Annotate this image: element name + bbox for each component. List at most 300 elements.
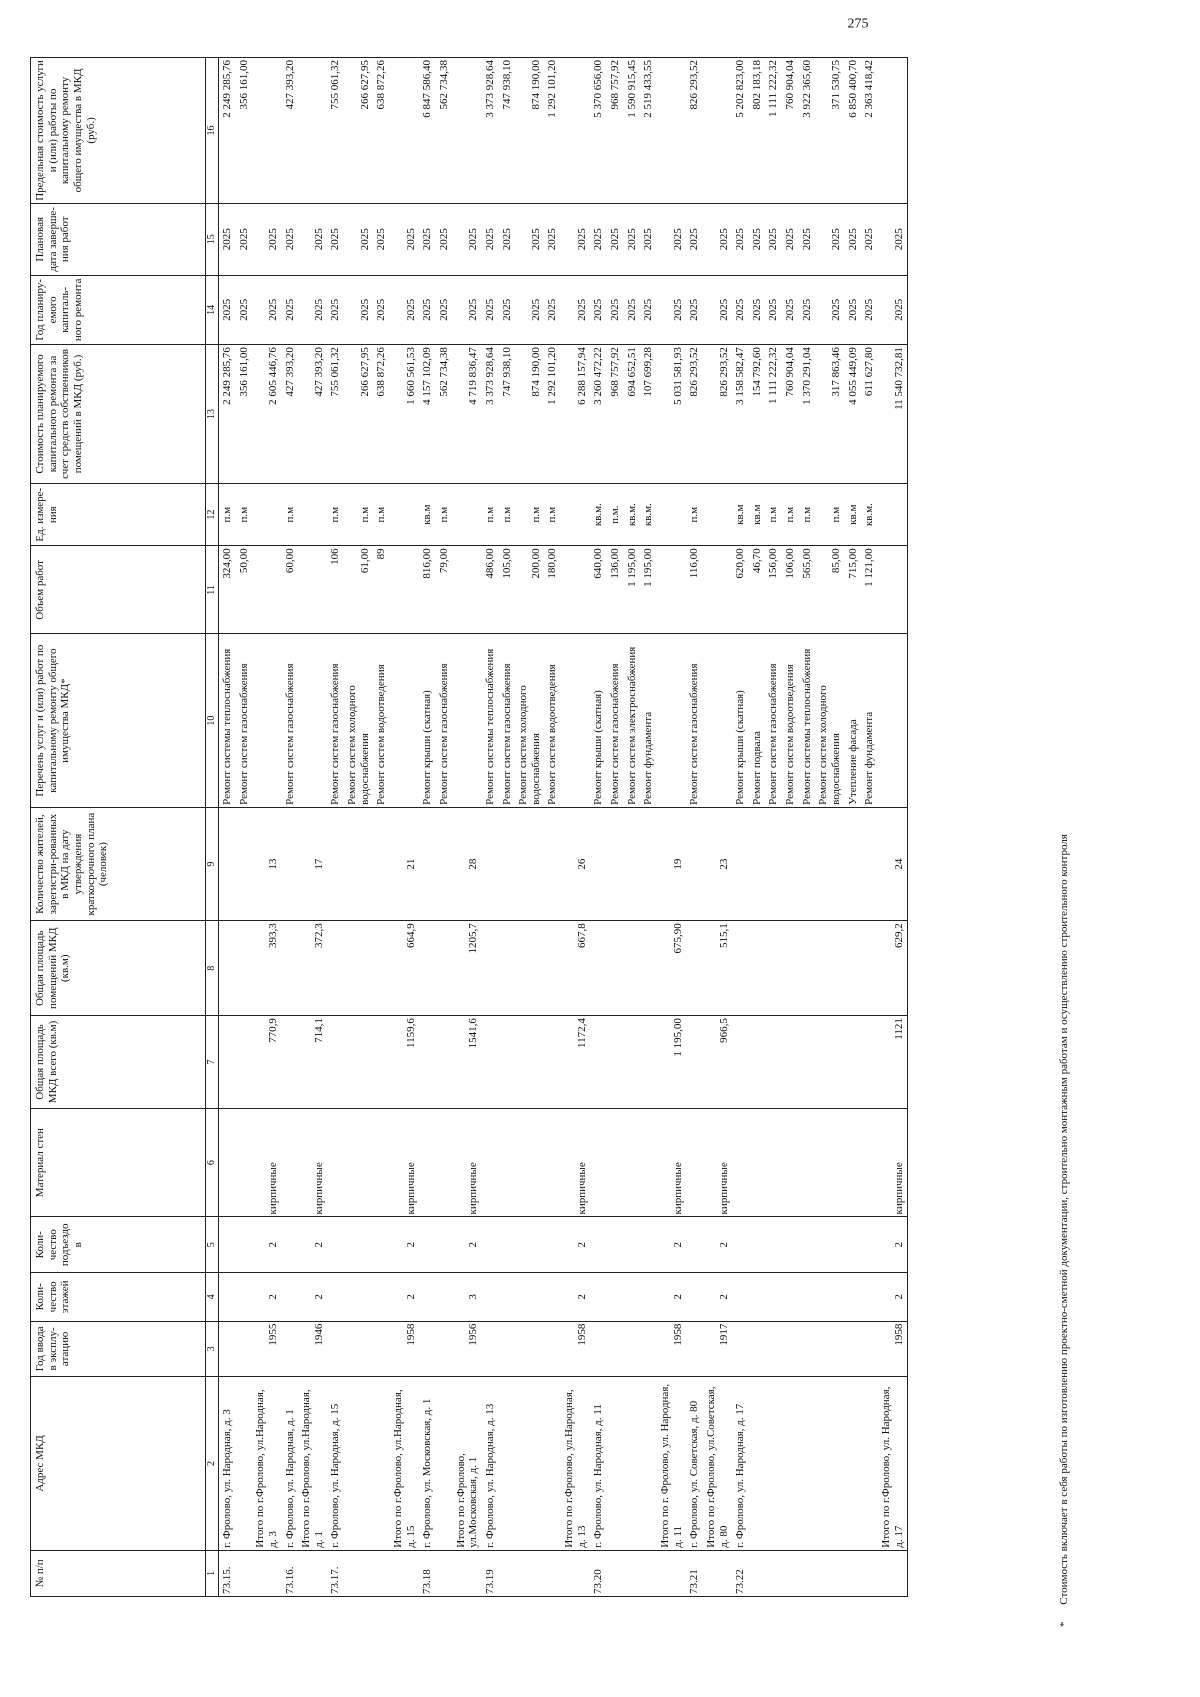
table-cell: 106,00: [782, 546, 799, 634]
table-cell: 874 190,00: [515, 345, 544, 484]
table-cell: кв.м: [732, 483, 749, 545]
table-cell: 966,5: [703, 1016, 732, 1109]
table-cell: 26: [561, 807, 590, 920]
table-cell: 640,00: [590, 546, 607, 634]
table-cell: 2025: [453, 275, 482, 344]
table-cell: п.м: [436, 483, 453, 545]
table-cell: 2025: [344, 275, 373, 344]
capital-repair-table: [30, 57, 908, 1597]
table-cell: Ремонт систем водоотведения: [373, 634, 390, 808]
table-cell: [515, 1108, 544, 1217]
table-cell: 156,00: [765, 546, 782, 634]
table-cell: п.м: [282, 483, 299, 545]
table-cell: Ремонт фундамента: [861, 634, 878, 808]
table-cell: [344, 1273, 373, 1322]
table-cell: [219, 1321, 236, 1377]
table-cell: 2025: [482, 203, 499, 275]
table-row: [845, 58, 862, 1597]
table-cell: [252, 546, 281, 634]
table-cell: [624, 1377, 641, 1551]
table-cell: Ремонт систем газоснабжения: [499, 634, 516, 808]
table-cell: [657, 634, 686, 808]
table-cell: [436, 1016, 453, 1109]
table-cell: [390, 1550, 419, 1596]
table-cell: п.м: [373, 483, 390, 545]
table-cell: [327, 1016, 344, 1109]
table-cell: [373, 921, 390, 1016]
table-cell: 2025: [236, 275, 253, 344]
table-cell: 372,3: [298, 921, 327, 1016]
table-cell: 73.17.: [327, 1550, 344, 1596]
table-cell: [436, 1273, 453, 1322]
column-number: 1: [206, 1550, 219, 1596]
table-cell: 4 055 449,09: [845, 345, 862, 484]
table-cell: Ремонт системы теплоснабжения: [219, 634, 236, 808]
table-cell: [861, 1273, 878, 1322]
column-header: Коли-чество подъездо в: [31, 1217, 206, 1273]
table-cell: 17: [298, 807, 327, 920]
table-cell: [390, 546, 419, 634]
table-cell: 2: [252, 1273, 281, 1322]
table-cell: 1 195,00: [640, 546, 657, 634]
table-cell: [861, 921, 878, 1016]
table-cell: 2025: [815, 203, 844, 275]
table-cell: [344, 1016, 373, 1109]
table-cell: кирпичные: [703, 1108, 732, 1217]
table-cell: 629,2: [878, 921, 908, 1016]
table-cell: [782, 1550, 799, 1596]
table-cell: [686, 1108, 703, 1217]
table-cell: 1 292 101,20: [544, 58, 561, 204]
table-cell: [219, 1273, 236, 1322]
table-cell: [544, 1550, 561, 1596]
table-cell: кирпичные: [561, 1108, 590, 1217]
table-cell: [815, 1550, 844, 1596]
table-cell: [373, 1321, 390, 1377]
table-cell: [686, 1321, 703, 1377]
table-cell: [561, 634, 590, 808]
table-cell: [236, 1550, 253, 1596]
table-cell: [499, 1321, 516, 1377]
table-cell: [436, 1550, 453, 1596]
table-cell: 11 540 732,81: [878, 345, 908, 484]
table-cell: [845, 1273, 862, 1322]
table-cell: [640, 1108, 657, 1217]
table-cell: [799, 1273, 816, 1322]
table-cell: 2025: [515, 275, 544, 344]
column-header: Ед. измере-ния: [31, 483, 206, 545]
table-cell: 21: [390, 807, 419, 920]
table-cell: [624, 1273, 641, 1322]
table-cell: кв.м.: [640, 483, 657, 545]
table-cell: 2025: [782, 275, 799, 344]
table-cell: п.м: [686, 483, 703, 545]
table-cell: [419, 1321, 436, 1377]
table-cell: 1541,6: [453, 1016, 482, 1109]
table-cell: 105,00: [499, 546, 516, 634]
table-cell: кв.м: [845, 483, 862, 545]
table-cell: [515, 807, 544, 920]
table-cell: г. Фролово, ул. Народная, д. 1: [282, 1377, 299, 1551]
table-cell: [845, 1377, 862, 1551]
table-cell: [236, 1321, 253, 1377]
table-cell: 2025: [749, 203, 766, 275]
table-cell: Ремонт подвала: [749, 634, 766, 808]
table-cell: Ремонт систем газоснабжения: [327, 634, 344, 808]
table-row: [878, 58, 908, 1597]
column-header: Материал стен: [31, 1108, 206, 1217]
table-cell: 1 370 291,04: [799, 345, 816, 484]
table-cell: кв.м.: [590, 483, 607, 545]
table-cell: [482, 921, 499, 1016]
table-cell: [799, 1550, 816, 1596]
table-cell: 2025: [482, 275, 499, 344]
column-number: 16: [206, 58, 219, 204]
table-row: [799, 58, 816, 1597]
table-cell: 826 293,52: [686, 345, 703, 484]
table-cell: 2025: [282, 203, 299, 275]
table-cell: 802 183,18: [749, 58, 766, 204]
table-cell: 760 904,04: [782, 345, 799, 484]
table-row: [327, 58, 344, 1597]
table-cell: 2: [878, 1273, 908, 1322]
table-cell: [765, 1217, 782, 1273]
table-cell: [657, 58, 686, 204]
table-cell: 73.21: [686, 1550, 703, 1596]
table-cell: [344, 807, 373, 920]
table-cell: 356 161,00: [236, 58, 253, 204]
table-row: [252, 58, 281, 1597]
table-cell: 2025: [815, 275, 844, 344]
table-cell: п.м: [765, 483, 782, 545]
table-cell: [686, 1016, 703, 1109]
table-cell: [799, 1108, 816, 1217]
table-cell: [878, 634, 908, 808]
column-number: 13: [206, 345, 219, 484]
table-cell: [765, 807, 782, 920]
column-number-row: [206, 58, 219, 1597]
table-cell: п.м: [515, 483, 544, 545]
table-cell: 1 195,00: [657, 1016, 686, 1109]
column-header: Перечень услуг и (или) работ по капитальному ремонту общего имущества МКД*: [31, 634, 206, 808]
table-row: [453, 58, 482, 1597]
table-cell: 638 872,26: [373, 58, 390, 204]
table-cell: [327, 1108, 344, 1217]
table-cell: [765, 921, 782, 1016]
table-cell: [878, 58, 908, 204]
table-cell: 61,00: [344, 546, 373, 634]
table-cell: 1121: [878, 1016, 908, 1109]
table-row: [861, 58, 878, 1597]
table-cell: [482, 1217, 499, 1273]
table-cell: г. Фролово, ул. Народная, д. 15: [327, 1377, 344, 1551]
column-number: 6: [206, 1108, 219, 1217]
table-cell: [219, 1217, 236, 1273]
table-cell: 2025: [390, 203, 419, 275]
table-cell: [373, 807, 390, 920]
table-cell: [499, 1377, 516, 1551]
table-cell: п.м: [815, 483, 844, 545]
table-cell: [686, 1217, 703, 1273]
table-cell: [749, 1321, 766, 1377]
table-cell: 2025: [419, 203, 436, 275]
table-cell: 73.20: [590, 1550, 607, 1596]
table-cell: [624, 807, 641, 920]
table-cell: [327, 1321, 344, 1377]
table-cell: [624, 1108, 641, 1217]
table-cell: [327, 921, 344, 1016]
table-cell: 73.19: [482, 1550, 499, 1596]
column-header: Объем работ: [31, 546, 206, 634]
table-cell: 565,00: [799, 546, 816, 634]
table-cell: 4 719 836,47: [453, 345, 482, 484]
table-cell: 2025: [499, 275, 516, 344]
table-cell: 73.16.: [282, 1550, 299, 1596]
table-row: [544, 58, 561, 1597]
table-cell: [686, 1273, 703, 1322]
table-cell: п.м.: [607, 483, 624, 545]
table-cell: 1 292 101,20: [544, 345, 561, 484]
column-header: Стоимость планируемого капитального ремонта за счет средств собственников помещений в МКД (руб.): [31, 345, 206, 484]
table-cell: 2025: [799, 203, 816, 275]
table-cell: 324,00: [219, 546, 236, 634]
table-cell: [390, 58, 419, 204]
table-cell: [499, 807, 516, 920]
table-cell: [561, 1550, 590, 1596]
table-cell: 1 111 222,32: [765, 345, 782, 484]
table-cell: [344, 1217, 373, 1273]
table-cell: [640, 807, 657, 920]
table-cell: [499, 1550, 516, 1596]
table-cell: [703, 546, 732, 634]
table-cell: [845, 1550, 862, 1596]
table-cell: 2025: [657, 275, 686, 344]
table-cell: Ремонт системы теплоснабжения: [482, 634, 499, 808]
column-header: Год планиру-емого капиталь-ного ремонта: [31, 275, 206, 344]
table-cell: 2025: [344, 203, 373, 275]
table-cell: [544, 1217, 561, 1273]
table-cell: [453, 483, 482, 545]
table-cell: 2025: [703, 275, 732, 344]
table-cell: кирпичные: [657, 1108, 686, 1217]
table-cell: [515, 921, 544, 1016]
table-cell: [344, 1108, 373, 1217]
table-cell: [624, 1550, 641, 1596]
table-row: [499, 58, 516, 1597]
table-cell: 2: [703, 1273, 732, 1322]
table-cell: 2025: [657, 203, 686, 275]
table-cell: [782, 1217, 799, 1273]
table-cell: [607, 1016, 624, 1109]
table-cell: [861, 807, 878, 920]
table-cell: 5 202 823,00: [732, 58, 749, 204]
table-cell: [686, 921, 703, 1016]
table-cell: 747 938,10: [499, 345, 516, 484]
column-header: Год ввода в эксплу-атацию: [31, 1321, 206, 1377]
table-cell: Итого по г.Фролово, ул.Народная, д. 1: [298, 1377, 327, 1551]
table-cell: [236, 1273, 253, 1322]
table-cell: 1955: [252, 1321, 281, 1377]
table-row: [436, 58, 453, 1597]
table-cell: [815, 1217, 844, 1273]
table-cell: 427 393,20: [282, 58, 299, 204]
table-cell: [815, 1108, 844, 1217]
table-cell: [544, 1108, 561, 1217]
table-row: [749, 58, 766, 1597]
footnote-text: Стоимость включает в себя работы по изготовлению проектно-сметной документации, строительно монтажным работам и осуществлению строительного контроля: [1058, 834, 1070, 1605]
table-cell: 715,00: [845, 546, 862, 634]
table-cell: 79,00: [436, 546, 453, 634]
table-cell: [607, 807, 624, 920]
table-cell: 3 260 472,22: [590, 345, 607, 484]
table-cell: [515, 1016, 544, 1109]
column-number: 3: [206, 1321, 219, 1377]
table-cell: 393,3: [252, 921, 281, 1016]
table-cell: [640, 1016, 657, 1109]
table-cell: [282, 807, 299, 920]
table-cell: [482, 1273, 499, 1322]
table-cell: 1958: [878, 1321, 908, 1377]
table-cell: 3 373 928,64: [482, 58, 499, 204]
table-cell: [782, 1377, 799, 1551]
table-cell: [590, 807, 607, 920]
table-cell: 13: [252, 807, 281, 920]
table-cell: [624, 1321, 641, 1377]
table-cell: [815, 921, 844, 1016]
table-cell: [765, 1273, 782, 1322]
table-cell: кв.м: [749, 483, 766, 545]
table-cell: [732, 807, 749, 920]
table-cell: Итого по г.Фролово, ул. Народная, д. 17: [878, 1377, 908, 1551]
table-cell: 2025: [327, 203, 344, 275]
table-cell: [782, 807, 799, 920]
table-cell: 2025: [590, 275, 607, 344]
table-cell: [861, 1217, 878, 1273]
table-cell: 3 373 928,64: [482, 345, 499, 484]
table-cell: 694 652,51: [624, 345, 641, 484]
table-cell: 1 660 561,53: [390, 345, 419, 484]
table-cell: 371 530,75: [815, 58, 844, 204]
table-cell: 638 872,26: [373, 345, 390, 484]
table-cell: [561, 546, 590, 634]
table-cell: 427 393,20: [282, 345, 299, 484]
table-cell: [419, 1273, 436, 1322]
table-cell: 6 288 157,94: [561, 345, 590, 484]
table-cell: 1956: [453, 1321, 482, 1377]
table-cell: [765, 1016, 782, 1109]
table-row: [282, 58, 299, 1597]
table-cell: [282, 1321, 299, 1377]
table-cell: [453, 634, 482, 808]
table-cell: [298, 634, 327, 808]
table-cell: [765, 1321, 782, 1377]
table-cell: [390, 483, 419, 545]
table-cell: 2025: [799, 275, 816, 344]
table-cell: 2025: [640, 203, 657, 275]
table-cell: 2: [298, 1273, 327, 1322]
table-cell: [607, 1321, 624, 1377]
table-cell: [749, 1273, 766, 1322]
table-cell: 515,1: [703, 921, 732, 1016]
table-cell: 2025: [436, 275, 453, 344]
table-cell: [482, 1108, 499, 1217]
table-cell: 2025: [453, 203, 482, 275]
table-row: [236, 58, 253, 1597]
table-cell: 2: [298, 1217, 327, 1273]
table-cell: 2025: [219, 275, 236, 344]
column-header: Количество жителей, зарегистри-рованных в МКД на дату утверждения краткосрочного плана (человек): [31, 807, 206, 920]
table-cell: [515, 1321, 544, 1377]
table-cell: 1958: [657, 1321, 686, 1377]
table-cell: 2: [657, 1217, 686, 1273]
table-cell: 2025: [419, 275, 436, 344]
table-cell: 1946: [298, 1321, 327, 1377]
table-cell: [373, 1108, 390, 1217]
table-cell: г. Фролово, ул. Советская, д. 80: [686, 1377, 703, 1551]
table-cell: 620,00: [732, 546, 749, 634]
table-cell: [219, 921, 236, 1016]
table-cell: п.м: [799, 483, 816, 545]
table-cell: [236, 807, 253, 920]
table-cell: 2: [453, 1217, 482, 1273]
table-cell: [453, 1550, 482, 1596]
table-row: [390, 58, 419, 1597]
table-cell: кв.м.: [861, 483, 878, 545]
table-cell: [607, 1550, 624, 1596]
table-cell: 2025: [640, 275, 657, 344]
table-cell: [236, 1377, 253, 1551]
table-cell: [799, 1217, 816, 1273]
table-cell: [657, 1550, 686, 1596]
table-cell: п.м: [544, 483, 561, 545]
table-cell: 73.18: [419, 1550, 436, 1596]
table-cell: 2025: [544, 275, 561, 344]
table-cell: 2: [561, 1217, 590, 1273]
table-cell: 1 590 915,45: [624, 58, 641, 204]
table-cell: [436, 807, 453, 920]
table-cell: 6 847 586,40: [419, 58, 436, 204]
table-cell: [453, 546, 482, 634]
table-cell: [703, 483, 732, 545]
table-cell: [236, 1108, 253, 1217]
table-cell: 24: [878, 807, 908, 920]
table-cell: 2: [878, 1217, 908, 1273]
table-cell: 2: [657, 1273, 686, 1322]
table-cell: [703, 1550, 732, 1596]
table-cell: 2025: [607, 275, 624, 344]
table-cell: 874 190,00: [515, 58, 544, 204]
table-cell: 180,00: [544, 546, 561, 634]
table-cell: 2025: [686, 203, 703, 275]
table-cell: 5 370 656,00: [590, 58, 607, 204]
table-cell: [482, 1321, 499, 1377]
table-cell: [765, 1377, 782, 1551]
table-cell: [782, 1273, 799, 1322]
table-cell: [499, 1108, 516, 1217]
table-cell: Итого по г.Фролово, ул.Народная, д. 15: [390, 1377, 419, 1551]
table-row: [419, 58, 436, 1597]
column-number: 4: [206, 1273, 219, 1322]
table-cell: 2025: [732, 275, 749, 344]
table-cell: [499, 1217, 516, 1273]
table-cell: 968 757,92: [607, 58, 624, 204]
table-cell: Утепление фасада: [845, 634, 862, 808]
table-cell: 19: [657, 807, 686, 920]
column-number: 11: [206, 546, 219, 634]
table-cell: 2025: [782, 203, 799, 275]
table-row: [624, 58, 641, 1597]
table-cell: [236, 1016, 253, 1109]
